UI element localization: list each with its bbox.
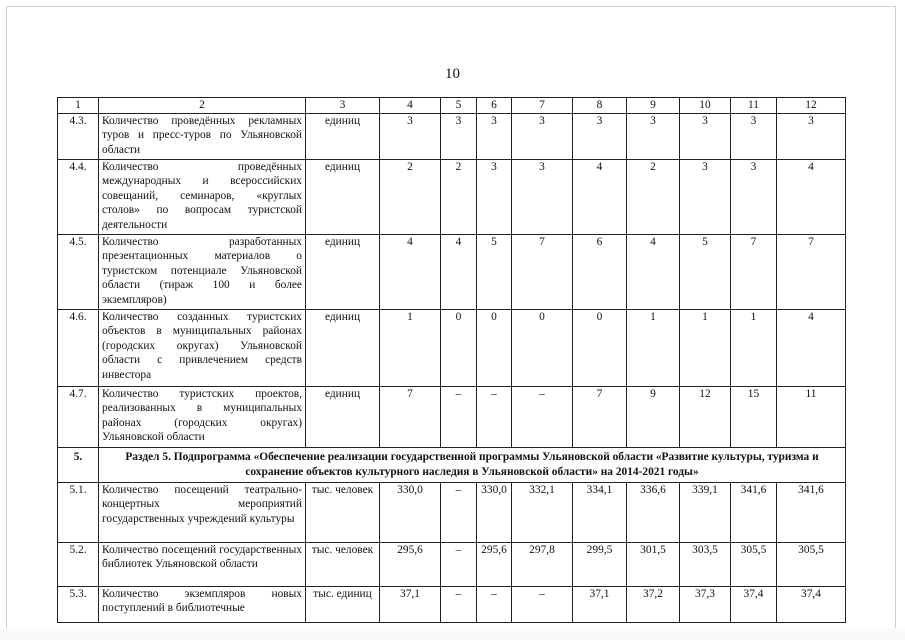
indicator-name: Количество проведённых рекламных туров и пресс-туров по Ульяновской области: [99, 113, 306, 159]
value-cell: 339,1: [680, 482, 731, 542]
value-cell: 3: [680, 159, 731, 234]
value-cell: 336,6: [627, 482, 680, 542]
unit-cell: единиц: [306, 309, 380, 386]
value-cell: 334,1: [573, 482, 627, 542]
value-cell: 37,3: [680, 586, 731, 622]
value-cell: 7: [512, 234, 573, 309]
table-row: [58, 234, 846, 309]
value-cell: –: [477, 586, 512, 622]
value-cell: 2: [441, 159, 477, 234]
table-body: [58, 98, 846, 623]
value-cell: –: [512, 386, 573, 447]
value-cell: 37,4: [777, 586, 846, 622]
value-cell: 3: [627, 113, 680, 159]
unit-cell: тыс. человек: [306, 482, 380, 542]
value-cell: 305,5: [777, 542, 846, 586]
value-cell: 3: [477, 159, 512, 234]
value-cell: 341,6: [777, 482, 846, 542]
header-cell: 7: [512, 98, 573, 114]
value-cell: 0: [441, 309, 477, 386]
value-cell: 297,8: [512, 542, 573, 586]
value-cell: –: [441, 542, 477, 586]
header-cell: 5: [441, 98, 477, 114]
header-cell: 11: [731, 98, 777, 114]
value-cell: 332,1: [512, 482, 573, 542]
row-number: 4.4.: [58, 159, 99, 234]
value-cell: 3: [573, 113, 627, 159]
value-cell: 3: [512, 159, 573, 234]
value-cell: 4: [380, 234, 441, 309]
value-cell: 299,5: [573, 542, 627, 586]
unit-cell: единиц: [306, 234, 380, 309]
value-cell: 5: [477, 234, 512, 309]
row-number: 4.7.: [58, 386, 99, 447]
value-cell: 341,6: [731, 482, 777, 542]
unit-cell: единиц: [306, 159, 380, 234]
value-cell: 2: [627, 159, 680, 234]
value-cell: 3: [731, 113, 777, 159]
value-cell: 2: [380, 159, 441, 234]
value-cell: 15: [731, 386, 777, 447]
unit-cell: единиц: [306, 113, 380, 159]
value-cell: 3: [380, 113, 441, 159]
table-row: [58, 113, 846, 159]
table-row: [58, 586, 846, 622]
row-number: 5.2.: [58, 542, 99, 586]
value-cell: 4: [627, 234, 680, 309]
value-cell: 1: [680, 309, 731, 386]
header-cell: 12: [777, 98, 846, 114]
value-cell: 1: [380, 309, 441, 386]
table-row: [58, 159, 846, 234]
indicators-table: [57, 97, 846, 623]
value-cell: 11: [777, 386, 846, 447]
value-cell: 295,6: [380, 542, 441, 586]
value-cell: 3: [441, 113, 477, 159]
value-cell: 3: [731, 159, 777, 234]
value-cell: –: [441, 386, 477, 447]
indicator-name: Количество проведённых международных и всероссийских совещаний, семинаров, «круглых столов» по вопросам туристской деятельности: [99, 159, 306, 234]
row-number: 4.5.: [58, 234, 99, 309]
value-cell: 330,0: [477, 482, 512, 542]
value-cell: 7: [380, 386, 441, 447]
value-cell: 330,0: [380, 482, 441, 542]
value-cell: 9: [627, 386, 680, 447]
value-cell: 4: [777, 159, 846, 234]
header-cell: 1: [58, 98, 99, 114]
value-cell: 301,5: [627, 542, 680, 586]
value-cell: –: [477, 386, 512, 447]
unit-cell: единиц: [306, 386, 380, 447]
header-row: [58, 98, 846, 114]
value-cell: 4: [441, 234, 477, 309]
table-row: [58, 542, 846, 586]
header-cell: 10: [680, 98, 731, 114]
value-cell: 0: [512, 309, 573, 386]
value-cell: 7: [777, 234, 846, 309]
indicator-name: Количество туристских проектов, реализованных в муниципальных районах (городских округах) Ульяновской области: [99, 386, 306, 447]
row-number: 5.1.: [58, 482, 99, 542]
indicator-name: Количество посещений театрально-концертных мероприятий государственных учреждений культуры: [99, 482, 306, 542]
value-cell: 5: [680, 234, 731, 309]
value-cell: 7: [731, 234, 777, 309]
header-cell: 9: [627, 98, 680, 114]
value-cell: 0: [573, 309, 627, 386]
value-cell: 0: [477, 309, 512, 386]
value-cell: –: [441, 482, 477, 542]
value-cell: 303,5: [680, 542, 731, 586]
row-number: 4.3.: [58, 113, 99, 159]
section-number: 5.: [58, 447, 99, 482]
header-cell: 2: [99, 98, 306, 114]
value-cell: 37,4: [731, 586, 777, 622]
section-row: [58, 447, 846, 482]
header-cell: 6: [477, 98, 512, 114]
value-cell: 3: [512, 113, 573, 159]
indicator-name: Количество созданных туристских объектов в муниципальных районах (городских округах) Ульяновской области с привлечением средств инвестора: [99, 309, 306, 386]
value-cell: 1: [627, 309, 680, 386]
row-number: 5.3.: [58, 586, 99, 622]
value-cell: –: [512, 586, 573, 622]
value-cell: 3: [777, 113, 846, 159]
value-cell: 4: [777, 309, 846, 386]
scan-edge: [0, 628, 905, 640]
value-cell: 305,5: [731, 542, 777, 586]
indicator-name: Количество разработанных презентационных материалов о туристском потенциале Ульяновской области (тираж 100 и более экземпляров): [99, 234, 306, 309]
table-row: [58, 309, 846, 386]
value-cell: 295,6: [477, 542, 512, 586]
value-cell: 37,1: [573, 586, 627, 622]
table-row: [58, 386, 846, 447]
value-cell: 3: [477, 113, 512, 159]
header-cell: 3: [306, 98, 380, 114]
value-cell: 37,1: [380, 586, 441, 622]
indicator-name: Количество посещений государственных библиотек Ульяновской области: [99, 542, 306, 586]
value-cell: 12: [680, 386, 731, 447]
value-cell: 7: [573, 386, 627, 447]
value-cell: –: [441, 586, 477, 622]
row-number: 4.6.: [58, 309, 99, 386]
unit-cell: тыс. единиц: [306, 586, 380, 622]
value-cell: 6: [573, 234, 627, 309]
table-row: [58, 482, 846, 542]
page-number: 10: [445, 66, 460, 82]
value-cell: 1: [731, 309, 777, 386]
section-title: Раздел 5. Подпрограмма «Обеспечение реализации государственной программы Ульяновской области «Развитие культуры, туризма и сохранение объектов культурного наследия в Ульяновской области» на 2014-2021 годы»: [99, 447, 846, 482]
value-cell: 37,2: [627, 586, 680, 622]
header-cell: 8: [573, 98, 627, 114]
unit-cell: тыс. человек: [306, 542, 380, 586]
indicator-name: Количество экземпляров новых поступлений в библиотечные: [99, 586, 306, 622]
value-cell: 4: [573, 159, 627, 234]
header-cell: 4: [380, 98, 441, 114]
value-cell: 3: [680, 113, 731, 159]
